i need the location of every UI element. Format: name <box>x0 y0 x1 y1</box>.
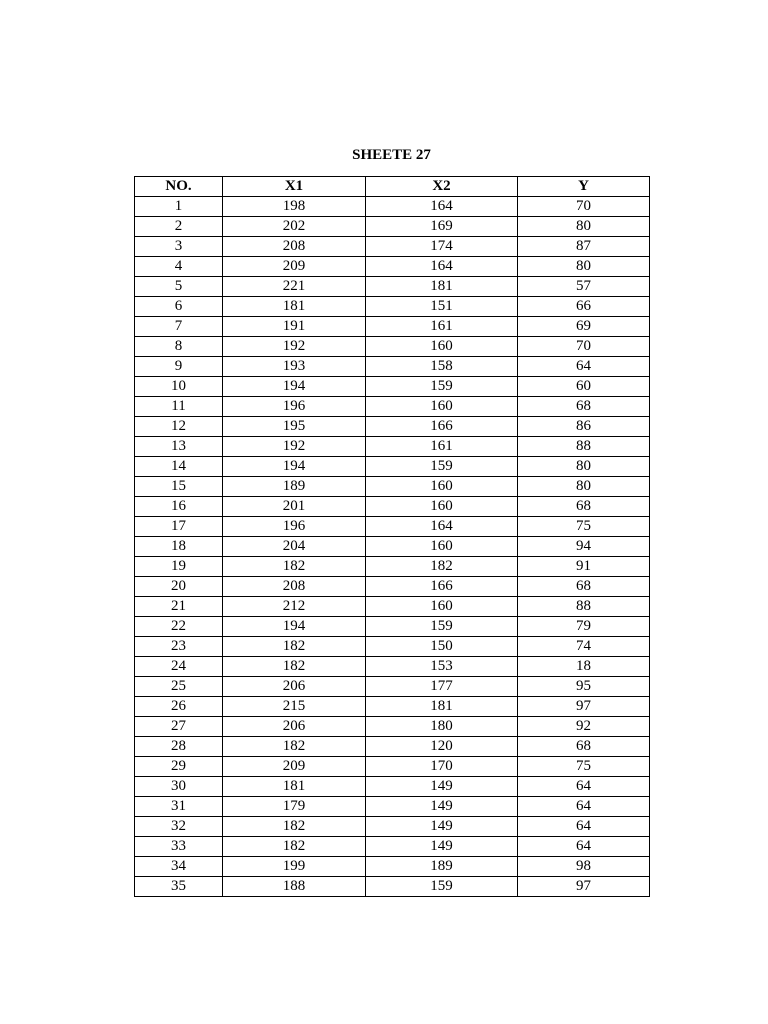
cell-y: 57 <box>518 277 650 297</box>
cell-x1: 179 <box>223 797 366 817</box>
cell-x1: 181 <box>223 777 366 797</box>
cell-no: 30 <box>135 777 223 797</box>
cell-x2: 160 <box>366 397 518 417</box>
cell-x1: 199 <box>223 857 366 877</box>
table-row <box>135 477 650 497</box>
cell-no: 21 <box>135 597 223 617</box>
cell-no: 6 <box>135 297 223 317</box>
cell-y: 86 <box>518 417 650 437</box>
cell-y: 68 <box>518 737 650 757</box>
table-row <box>135 837 650 857</box>
cell-no: 35 <box>135 877 223 897</box>
cell-x2: 170 <box>366 757 518 777</box>
cell-x2: 159 <box>366 457 518 477</box>
cell-no: 18 <box>135 537 223 557</box>
cell-x2: 120 <box>366 737 518 757</box>
cell-x1: 195 <box>223 417 366 437</box>
cell-y: 79 <box>518 617 650 637</box>
cell-x2: 181 <box>366 277 518 297</box>
cell-y: 60 <box>518 377 650 397</box>
cell-x2: 174 <box>366 237 518 257</box>
cell-y: 80 <box>518 217 650 237</box>
cell-x1: 206 <box>223 717 366 737</box>
column-header-x2: X2 <box>366 177 518 197</box>
cell-x2: 164 <box>366 517 518 537</box>
cell-no: 32 <box>135 817 223 837</box>
cell-y: 64 <box>518 797 650 817</box>
cell-x2: 189 <box>366 857 518 877</box>
cell-y: 80 <box>518 257 650 277</box>
cell-y: 75 <box>518 517 650 537</box>
cell-x1: 201 <box>223 497 366 517</box>
cell-x1: 204 <box>223 537 366 557</box>
table-row <box>135 217 650 237</box>
cell-x1: 189 <box>223 477 366 497</box>
cell-x1: 194 <box>223 617 366 637</box>
cell-x2: 149 <box>366 797 518 817</box>
cell-x1: 194 <box>223 457 366 477</box>
cell-no: 27 <box>135 717 223 737</box>
table-row <box>135 257 650 277</box>
cell-no: 10 <box>135 377 223 397</box>
data-table <box>134 176 650 897</box>
table-row <box>135 317 650 337</box>
cell-x2: 159 <box>366 377 518 397</box>
table-row <box>135 657 650 677</box>
cell-no: 9 <box>135 357 223 377</box>
cell-x1: 182 <box>223 837 366 857</box>
cell-x1: 209 <box>223 757 366 777</box>
cell-no: 29 <box>135 757 223 777</box>
table-row <box>135 517 650 537</box>
cell-y: 70 <box>518 197 650 217</box>
table-header-row <box>135 177 650 197</box>
cell-y: 64 <box>518 837 650 857</box>
table-row <box>135 497 650 517</box>
table-row <box>135 397 650 417</box>
cell-y: 66 <box>518 297 650 317</box>
table-row <box>135 537 650 557</box>
table-row <box>135 337 650 357</box>
cell-x2: 181 <box>366 697 518 717</box>
cell-x2: 161 <box>366 317 518 337</box>
cell-no: 34 <box>135 857 223 877</box>
cell-no: 8 <box>135 337 223 357</box>
table-row <box>135 677 650 697</box>
table-row <box>135 877 650 897</box>
column-header-no: NO. <box>135 177 223 197</box>
cell-no: 4 <box>135 257 223 277</box>
cell-x2: 166 <box>366 577 518 597</box>
cell-x1: 202 <box>223 217 366 237</box>
cell-x1: 198 <box>223 197 366 217</box>
cell-y: 80 <box>518 477 650 497</box>
table-row <box>135 597 650 617</box>
cell-x2: 161 <box>366 437 518 457</box>
cell-x1: 194 <box>223 377 366 397</box>
cell-y: 68 <box>518 397 650 417</box>
cell-x2: 182 <box>366 557 518 577</box>
cell-no: 1 <box>135 197 223 217</box>
table-row <box>135 197 650 217</box>
cell-y: 69 <box>518 317 650 337</box>
cell-no: 19 <box>135 557 223 577</box>
cell-x2: 164 <box>366 197 518 217</box>
cell-no: 17 <box>135 517 223 537</box>
cell-y: 95 <box>518 677 650 697</box>
cell-no: 33 <box>135 837 223 857</box>
cell-y: 74 <box>518 637 650 657</box>
cell-y: 18 <box>518 657 650 677</box>
cell-y: 70 <box>518 337 650 357</box>
table-row <box>135 857 650 877</box>
cell-y: 75 <box>518 757 650 777</box>
cell-x2: 164 <box>366 257 518 277</box>
cell-x2: 149 <box>366 817 518 837</box>
cell-y: 88 <box>518 437 650 457</box>
cell-no: 3 <box>135 237 223 257</box>
cell-x2: 177 <box>366 677 518 697</box>
cell-x1: 196 <box>223 517 366 537</box>
cell-y: 98 <box>518 857 650 877</box>
cell-x1: 182 <box>223 737 366 757</box>
cell-no: 24 <box>135 657 223 677</box>
cell-no: 23 <box>135 637 223 657</box>
cell-x2: 159 <box>366 877 518 897</box>
cell-x2: 169 <box>366 217 518 237</box>
cell-no: 2 <box>135 217 223 237</box>
table-row <box>135 577 650 597</box>
cell-x1: 209 <box>223 257 366 277</box>
cell-y: 97 <box>518 697 650 717</box>
cell-x2: 151 <box>366 297 518 317</box>
cell-x1: 182 <box>223 637 366 657</box>
cell-x2: 160 <box>366 497 518 517</box>
cell-y: 68 <box>518 577 650 597</box>
cell-x1: 182 <box>223 557 366 577</box>
table-row <box>135 557 650 577</box>
table-row <box>135 777 650 797</box>
cell-x1: 182 <box>223 657 366 677</box>
cell-y: 92 <box>518 717 650 737</box>
cell-x1: 196 <box>223 397 366 417</box>
cell-y: 94 <box>518 537 650 557</box>
cell-no: 14 <box>135 457 223 477</box>
cell-y: 80 <box>518 457 650 477</box>
cell-y: 87 <box>518 237 650 257</box>
cell-x1: 182 <box>223 817 366 837</box>
cell-no: 5 <box>135 277 223 297</box>
cell-no: 12 <box>135 417 223 437</box>
cell-x2: 160 <box>366 337 518 357</box>
cell-x2: 158 <box>366 357 518 377</box>
cell-x2: 166 <box>366 417 518 437</box>
cell-y: 64 <box>518 817 650 837</box>
cell-x2: 160 <box>366 597 518 617</box>
cell-y: 88 <box>518 597 650 617</box>
table-row <box>135 457 650 477</box>
cell-x1: 188 <box>223 877 366 897</box>
cell-x2: 150 <box>366 637 518 657</box>
table-row <box>135 417 650 437</box>
table-row <box>135 797 650 817</box>
column-header-y: Y <box>518 177 650 197</box>
cell-y: 64 <box>518 357 650 377</box>
table-row <box>135 297 650 317</box>
table-row <box>135 637 650 657</box>
cell-x2: 149 <box>366 837 518 857</box>
cell-x1: 192 <box>223 437 366 457</box>
cell-no: 25 <box>135 677 223 697</box>
cell-x1: 191 <box>223 317 366 337</box>
table-body <box>135 197 650 897</box>
cell-x1: 215 <box>223 697 366 717</box>
cell-no: 13 <box>135 437 223 457</box>
cell-x1: 181 <box>223 297 366 317</box>
table-row <box>135 757 650 777</box>
cell-x2: 160 <box>366 537 518 557</box>
cell-x2: 149 <box>366 777 518 797</box>
cell-x1: 192 <box>223 337 366 357</box>
cell-x2: 180 <box>366 717 518 737</box>
cell-x1: 208 <box>223 237 366 257</box>
table-row <box>135 357 650 377</box>
cell-no: 26 <box>135 697 223 717</box>
table-row <box>135 437 650 457</box>
cell-x1: 193 <box>223 357 366 377</box>
column-header-x1: X1 <box>223 177 366 197</box>
cell-y: 68 <box>518 497 650 517</box>
table-row <box>135 377 650 397</box>
table-row <box>135 697 650 717</box>
cell-x1: 208 <box>223 577 366 597</box>
table-row <box>135 737 650 757</box>
cell-no: 22 <box>135 617 223 637</box>
cell-no: 28 <box>135 737 223 757</box>
table-row <box>135 817 650 837</box>
cell-y: 64 <box>518 777 650 797</box>
cell-no: 16 <box>135 497 223 517</box>
cell-no: 31 <box>135 797 223 817</box>
cell-no: 15 <box>135 477 223 497</box>
table-row <box>135 277 650 297</box>
cell-no: 20 <box>135 577 223 597</box>
cell-no: 11 <box>135 397 223 417</box>
table-row <box>135 617 650 637</box>
table-row <box>135 237 650 257</box>
table-row <box>135 717 650 737</box>
cell-y: 97 <box>518 877 650 897</box>
cell-x2: 153 <box>366 657 518 677</box>
cell-no: 7 <box>135 317 223 337</box>
cell-x2: 160 <box>366 477 518 497</box>
cell-x1: 206 <box>223 677 366 697</box>
cell-x1: 221 <box>223 277 366 297</box>
cell-x1: 212 <box>223 597 366 617</box>
cell-x2: 159 <box>366 617 518 637</box>
cell-y: 91 <box>518 557 650 577</box>
page-title: SHEETE 27 <box>352 147 431 163</box>
